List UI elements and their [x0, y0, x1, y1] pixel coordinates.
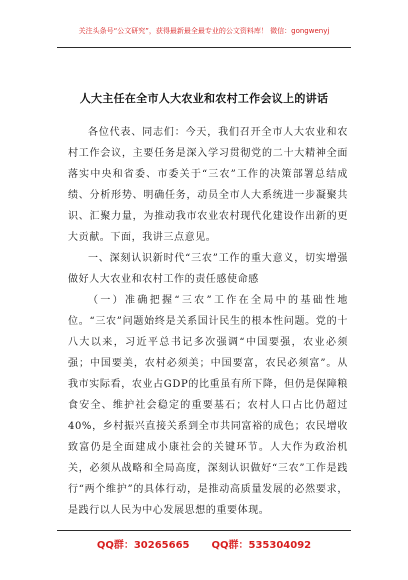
- document-body: [68, 122, 348, 521]
- section-heading-1: 一、深刻认识新时代“三农”工作的重大意义，切实增强做好人大农业和农村工作的责任感使命感: [68, 253, 348, 285]
- body-paragraph-opening: 各位代表、同志们：今天，我们召开全市人大农业和农村工作会议，主要任务是深入学习贯彻党的二十大精神全面落实中央和省委、市委关于“三农”工作的决策部署总结成绩、分析形势、明确任务，动员全市人大系统进一步凝聚共识、汇聚力量，为推动我市农业农村现代化建设作出新的更大贡献。下面，我讲三点意见。: [68, 127, 348, 243]
- qq-group-2: QQ群：535304092: [211, 540, 312, 551]
- body-paragraph-subsection-1: （一）准确把握“三农”工作在全局中的基础性地位。“三农”问题始终是关系国计民生的根本性问题。党的十八大以来，习近平总书记多次强调“中国要强，农业必须强；中国要美，农村必须美；中国要富，农民必须富”。从我市实际看，农业占GDP的比重虽有所下降，但仍是保障粮食安全、维护社会稳定的重要基石；农村人口占比仍超过40%，乡村振兴直接关系到全市共同富裕的成色；农民增收致富仍是全面建成小康社会的关键环节。人大作为政治机关，必须从战略和全局高度，深刻认识做好“三农”工作是践行“两个维护”的具体行动，是推动高质量发展的必然要求，是践行以人民为中心发展思想的重要体现。: [68, 295, 348, 516]
- header-divider: [57, 47, 351, 48]
- footer-contact: [0, 536, 408, 551]
- qq-group-1: QQ群：30265665: [96, 540, 190, 551]
- footer-divider: [57, 530, 351, 531]
- promo-banner: 关注头条号“公文研究”，获得最新最全最专业的公文资料库！ 微信：gongwenyj: [78, 27, 330, 35]
- page-title: 人大主任在全市人大农业和农村工作会议上的讲话: [79, 92, 329, 105]
